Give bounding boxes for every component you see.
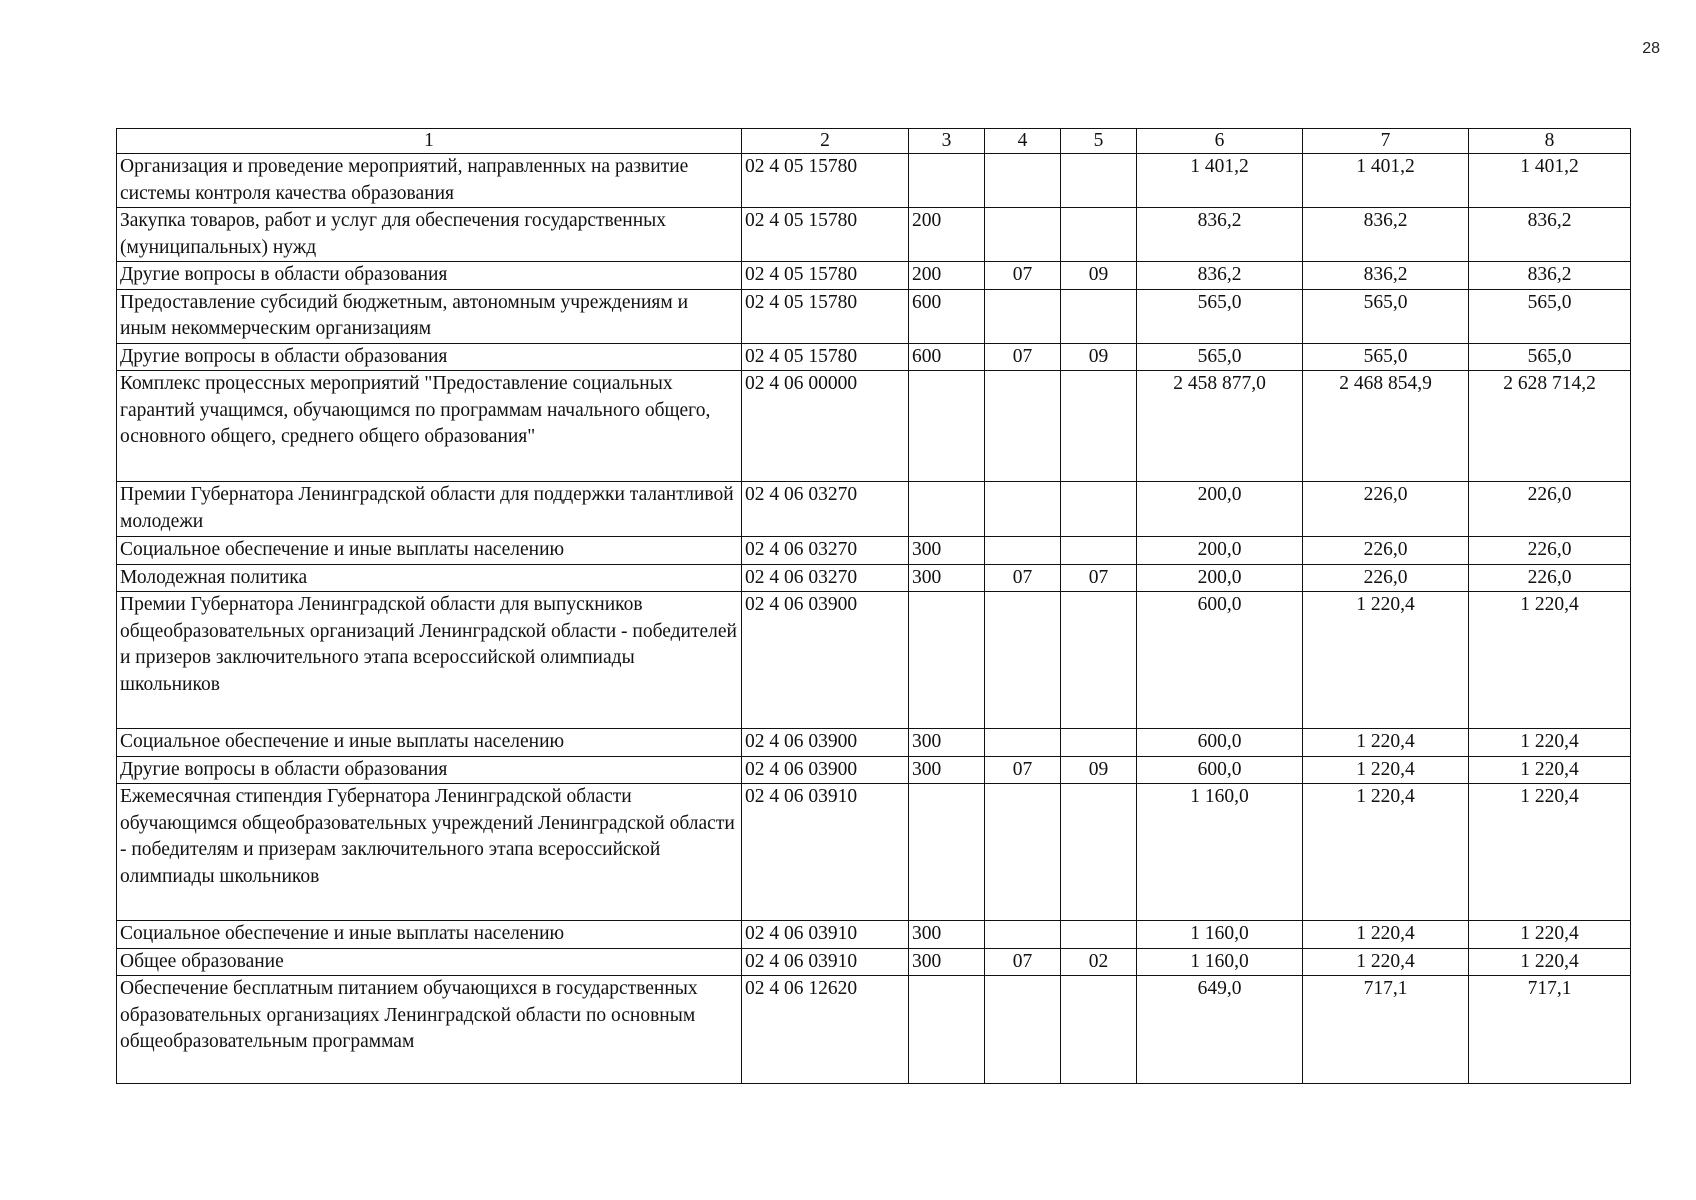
target-code: 02 4 06 03910 (742, 921, 909, 949)
row-name: Ежемесячная стипендия Губернатора Ленинградской области обучающимся общеобразовательных учреждений Ленинградской области - победителям и призерам заключительного этапа всероссийской олимпиады школьников (117, 784, 742, 921)
amount-col7: 717,1 (1303, 976, 1469, 1084)
amount-col6: 1 160,0 (1137, 784, 1303, 921)
header-cell: 6 (1137, 129, 1303, 154)
target-code: 02 4 06 03900 (742, 756, 909, 784)
amount-col6: 600,0 (1137, 756, 1303, 784)
amount-col6: 200,0 (1137, 537, 1303, 565)
subsection-code (1061, 592, 1137, 729)
row-name: Социальное обеспечение и иные выплаты населению (117, 729, 742, 757)
section-code (985, 784, 1061, 921)
amount-col6: 2 458 877,0 (1137, 371, 1303, 482)
expense-type: 200 (909, 262, 985, 290)
amount-col7: 1 220,4 (1303, 784, 1469, 921)
section-code: 07 (985, 262, 1061, 290)
section-code: 07 (985, 756, 1061, 784)
amount-col7: 1 220,4 (1303, 756, 1469, 784)
subsection-code (1061, 482, 1137, 537)
target-code: 02 4 05 15780 (742, 208, 909, 262)
amount-col6: 565,0 (1137, 289, 1303, 343)
target-code: 02 4 05 15780 (742, 262, 909, 290)
row-name: Комплекс процессных мероприятий "Предоставление социальных гарантий учащимся, обучающимся по программам начального общего, основного общего, среднего общего образования" (117, 371, 742, 482)
amount-col8: 1 220,4 (1469, 921, 1631, 949)
table-row (117, 729, 1631, 757)
row-name: Премии Губернатора Ленинградской области для поддержки талантливой молодежи (117, 482, 742, 537)
header-cell: 3 (909, 129, 985, 154)
row-name: Социальное обеспечение и иные выплаты населению (117, 537, 742, 565)
amount-col7: 565,0 (1303, 289, 1469, 343)
amount-col6: 600,0 (1137, 729, 1303, 757)
subsection-code (1061, 921, 1137, 949)
amount-col7: 836,2 (1303, 262, 1469, 290)
amount-col7: 226,0 (1303, 482, 1469, 537)
amount-col6: 200,0 (1137, 564, 1303, 592)
amount-col6: 649,0 (1137, 976, 1303, 1084)
amount-col6: 1 401,2 (1137, 154, 1303, 208)
amount-col8: 1 220,4 (1469, 756, 1631, 784)
expense-type (909, 592, 985, 729)
amount-col8: 1 220,4 (1469, 729, 1631, 757)
amount-col8: 226,0 (1469, 564, 1631, 592)
expense-type (909, 784, 985, 921)
header-cell: 4 (985, 129, 1061, 154)
section-code (985, 482, 1061, 537)
table-row (117, 976, 1631, 1084)
expense-type (909, 154, 985, 208)
table-row (117, 784, 1631, 921)
section-code (985, 154, 1061, 208)
row-name: Закупка товаров, работ и услуг для обеспечения государственных (муниципальных) нужд (117, 208, 742, 262)
amount-col8: 226,0 (1469, 537, 1631, 565)
amount-col7: 1 220,4 (1303, 948, 1469, 976)
row-name: Обеспечение бесплатным питанием обучающихся в государственных образовательных организациях Ленинградской области по основным общеобразовательным программам (117, 976, 742, 1084)
amount-col8: 836,2 (1469, 262, 1631, 290)
expense-type: 300 (909, 729, 985, 757)
target-code: 02 4 06 03270 (742, 564, 909, 592)
table-row (117, 537, 1631, 565)
subsection-code: 09 (1061, 343, 1137, 371)
table-row (117, 343, 1631, 371)
row-name: Социальное обеспечение и иные выплаты населению (117, 921, 742, 949)
section-code (985, 976, 1061, 1084)
target-code: 02 4 05 15780 (742, 289, 909, 343)
target-code: 02 4 06 12620 (742, 976, 909, 1084)
amount-col6: 200,0 (1137, 482, 1303, 537)
row-name: Другие вопросы в области образования (117, 262, 742, 290)
row-name: Организация и проведение мероприятий, направленных на развитие системы контроля качества образования (117, 154, 742, 208)
section-code (985, 208, 1061, 262)
header-cell: 2 (742, 129, 909, 154)
row-name: Предоставление субсидий бюджетным, автономным учреждениям и иным некоммерческим организациям (117, 289, 742, 343)
target-code: 02 4 06 03910 (742, 784, 909, 921)
table-row (117, 564, 1631, 592)
target-code: 02 4 06 03910 (742, 948, 909, 976)
header-cell: 5 (1061, 129, 1137, 154)
target-code: 02 4 06 03270 (742, 537, 909, 565)
expense-type: 300 (909, 564, 985, 592)
amount-col7: 226,0 (1303, 564, 1469, 592)
amount-col7: 1 401,2 (1303, 154, 1469, 208)
target-code: 02 4 06 03900 (742, 729, 909, 757)
expense-type (909, 976, 985, 1084)
amount-col8: 565,0 (1469, 343, 1631, 371)
expense-type: 600 (909, 343, 985, 371)
table-row (117, 154, 1631, 208)
header-cell: 7 (1303, 129, 1469, 154)
expense-type: 200 (909, 208, 985, 262)
amount-col6: 600,0 (1137, 592, 1303, 729)
section-code (985, 289, 1061, 343)
subsection-code (1061, 784, 1137, 921)
amount-col8: 1 220,4 (1469, 948, 1631, 976)
target-code: 02 4 06 00000 (742, 371, 909, 482)
expense-type (909, 482, 985, 537)
subsection-code (1061, 976, 1137, 1084)
table-row (117, 592, 1631, 729)
amount-col7: 836,2 (1303, 208, 1469, 262)
section-code (985, 371, 1061, 482)
expense-type: 300 (909, 921, 985, 949)
subsection-code (1061, 154, 1137, 208)
amount-col7: 1 220,4 (1303, 729, 1469, 757)
header-row (117, 129, 1631, 154)
table-row (117, 371, 1631, 482)
section-code: 07 (985, 564, 1061, 592)
expense-type (909, 371, 985, 482)
table-row (117, 262, 1631, 290)
section-code (985, 592, 1061, 729)
header-cell: 1 (117, 129, 742, 154)
expense-type: 300 (909, 537, 985, 565)
budget-table (116, 128, 1631, 1084)
amount-col8: 226,0 (1469, 482, 1631, 537)
row-name: Общее образование (117, 948, 742, 976)
amount-col7: 1 220,4 (1303, 592, 1469, 729)
row-name: Другие вопросы в области образования (117, 343, 742, 371)
subsection-code (1061, 371, 1137, 482)
target-code: 02 4 05 15780 (742, 343, 909, 371)
expense-type: 300 (909, 948, 985, 976)
amount-col8: 1 220,4 (1469, 784, 1631, 921)
amount-col6: 1 160,0 (1137, 921, 1303, 949)
amount-col8: 2 628 714,2 (1469, 371, 1631, 482)
section-code: 07 (985, 948, 1061, 976)
target-code: 02 4 06 03900 (742, 592, 909, 729)
section-code: 07 (985, 343, 1061, 371)
amount-col7: 565,0 (1303, 343, 1469, 371)
row-name: Другие вопросы в области образования (117, 756, 742, 784)
target-code: 02 4 06 03270 (742, 482, 909, 537)
section-code (985, 921, 1061, 949)
amount-col7: 1 220,4 (1303, 921, 1469, 949)
amount-col6: 836,2 (1137, 208, 1303, 262)
subsection-code (1061, 729, 1137, 757)
section-code (985, 729, 1061, 757)
table-row (117, 289, 1631, 343)
subsection-code (1061, 537, 1137, 565)
expense-type: 300 (909, 756, 985, 784)
amount-col7: 2 468 854,9 (1303, 371, 1469, 482)
row-name: Премии Губернатора Ленинградской области для выпускников общеобразовательных организаций Ленинградской области - победителей и призеров заключительного этапа всероссийской олимпиады школьников (117, 592, 742, 729)
header-cell: 8 (1469, 129, 1631, 154)
amount-col8: 1 220,4 (1469, 592, 1631, 729)
amount-col7: 226,0 (1303, 537, 1469, 565)
subsection-code (1061, 289, 1137, 343)
section-code (985, 537, 1061, 565)
amount-col8: 1 401,2 (1469, 154, 1631, 208)
page-number: 28 (1642, 40, 1660, 57)
table-row (117, 756, 1631, 784)
amount-col6: 565,0 (1137, 343, 1303, 371)
row-name: Молодежная политика (117, 564, 742, 592)
amount-col6: 836,2 (1137, 262, 1303, 290)
subsection-code: 09 (1061, 262, 1137, 290)
table-row (117, 921, 1631, 949)
amount-col6: 1 160,0 (1137, 948, 1303, 976)
subsection-code: 07 (1061, 564, 1137, 592)
table-row (117, 208, 1631, 262)
expense-type: 600 (909, 289, 985, 343)
amount-col8: 565,0 (1469, 289, 1631, 343)
table-row (117, 482, 1631, 537)
amount-col8: 836,2 (1469, 208, 1631, 262)
target-code: 02 4 05 15780 (742, 154, 909, 208)
table-row (117, 948, 1631, 976)
subsection-code: 09 (1061, 756, 1137, 784)
subsection-code: 02 (1061, 948, 1137, 976)
subsection-code (1061, 208, 1137, 262)
amount-col8: 717,1 (1469, 976, 1631, 1084)
